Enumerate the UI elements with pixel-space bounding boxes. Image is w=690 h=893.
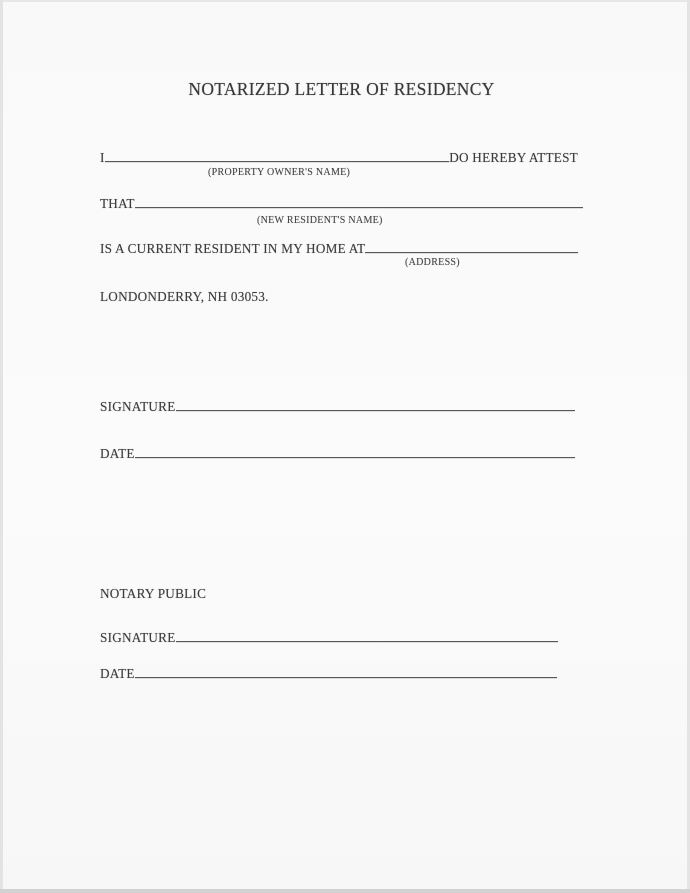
notary-signature-label: SIGNATURE <box>100 630 176 645</box>
attest-prefix: I <box>100 150 105 165</box>
page-edge-bottom <box>0 889 690 893</box>
residence-line <box>100 242 578 255</box>
document-title: NOTARIZED LETTER OF RESIDENCY <box>188 79 495 99</box>
owner-signature-label: SIGNATURE <box>100 399 176 414</box>
attest-line <box>100 151 578 164</box>
new-resident-name-hint: (NEW RESIDENT'S NAME) <box>257 215 383 226</box>
owner-date-row <box>100 447 575 460</box>
notary-public-heading: NOTARY PUBLIC <box>100 586 207 601</box>
that-line <box>100 197 583 210</box>
property-owner-name-hint: (PROPERTY OWNER'S NAME) <box>208 167 351 178</box>
new-resident-name-blank <box>135 207 583 208</box>
notary-signature-row <box>100 631 558 644</box>
page-edge-left <box>0 0 3 893</box>
owner-date-blank <box>135 457 575 458</box>
owner-signature-blank <box>176 410 575 411</box>
property-owner-name-blank <box>105 161 450 162</box>
residence-prefix: IS A CURRENT RESIDENT IN MY HOME AT <box>100 241 366 256</box>
attest-suffix: DO HEREBY ATTEST <box>449 150 578 165</box>
page-edge-top <box>0 0 690 2</box>
owner-signature-row <box>100 400 575 413</box>
that-prefix: THAT <box>100 196 135 211</box>
address-hint: (ADDRESS) <box>405 257 460 268</box>
city-state-zip-text: LONDONDERRY, NH 03053. <box>100 289 269 304</box>
notary-signature-blank <box>176 641 558 642</box>
notary-date-row <box>100 667 557 680</box>
owner-date-label: DATE <box>100 446 135 461</box>
notary-date-label: DATE <box>100 666 135 681</box>
address-blank <box>365 252 578 253</box>
notary-date-blank <box>135 677 557 678</box>
